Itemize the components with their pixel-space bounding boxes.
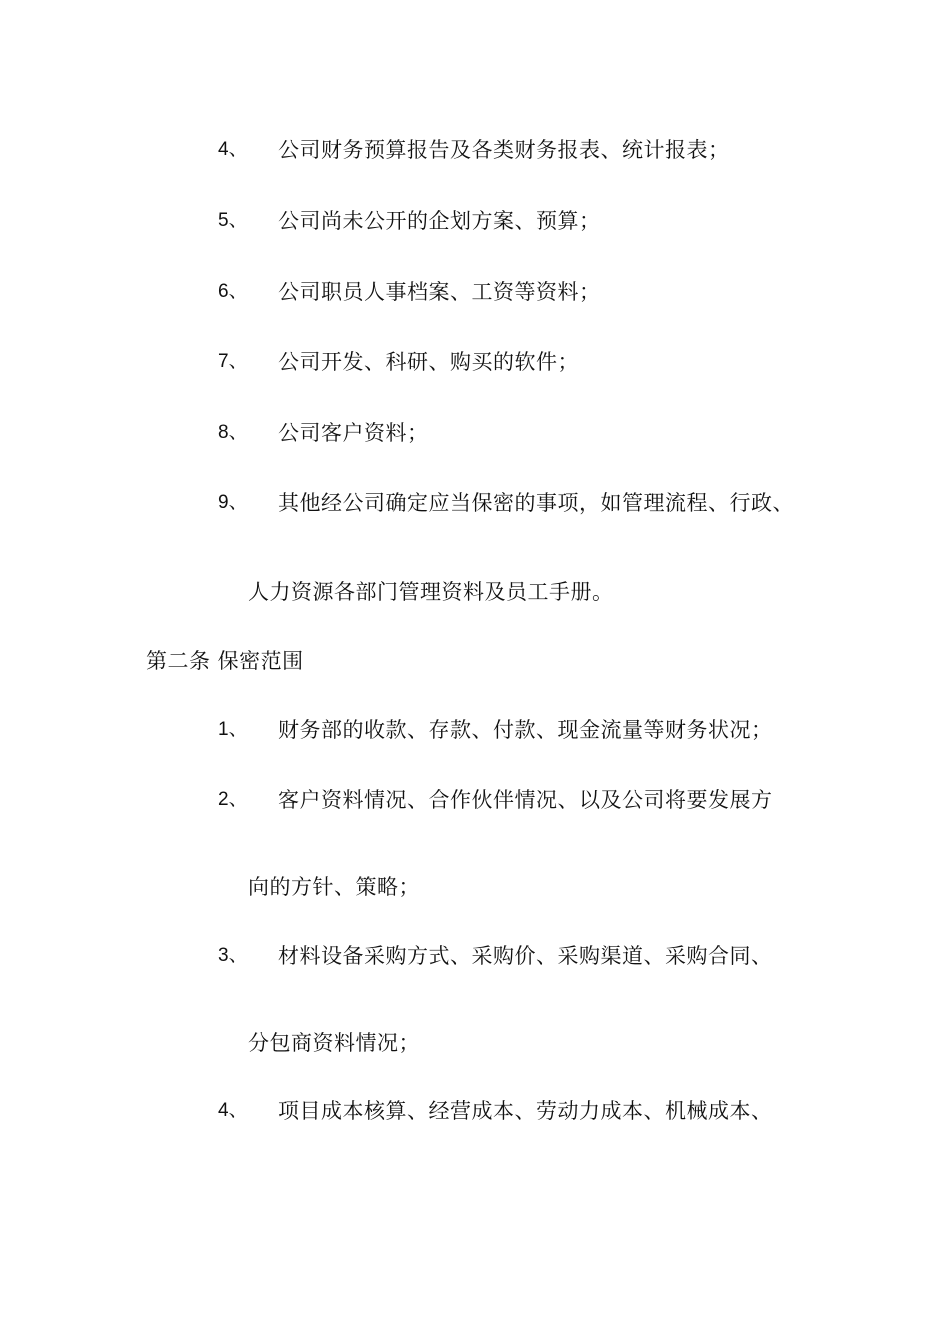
list-item-text: 财务部的收款、存款、付款、现金流量等财务状况； <box>278 718 773 742</box>
list-item-number: 6、 <box>218 281 248 302</box>
list-item-number: 5、 <box>218 210 248 231</box>
list-item-text: 其他经公司确定应当保密的事项，如管理流程、行政、 <box>278 491 794 515</box>
list-item-text: 公司尚未公开的企划方案、预算； <box>278 209 601 233</box>
list-item-continuation: 向的方针、策略； <box>248 875 420 899</box>
list-item-text: 公司财务预算报告及各类财务报表、统计报表； <box>278 138 730 162</box>
list-item-number: 2、 <box>218 789 248 810</box>
section-heading: 第二条 保密范围 <box>146 649 304 673</box>
list-item-text: 材料设备采购方式、采购价、采购渠道、采购合同、 <box>278 944 773 968</box>
list-item-text: 公司职员人事档案、工资等资料； <box>278 280 601 304</box>
list-item-text: 项目成本核算、经营成本、劳动力成本、机械成本、 <box>278 1099 773 1123</box>
list-item-number: 4、 <box>218 1100 248 1121</box>
list-item-number: 7、 <box>218 351 248 372</box>
list-item-number: 3、 <box>218 945 248 966</box>
list-item-number: 8、 <box>218 422 248 443</box>
list-item-continuation: 人力资源各部门管理资料及员工手册。 <box>248 580 614 604</box>
list-item-number: 9、 <box>218 492 248 513</box>
list-item-continuation: 分包商资料情况； <box>248 1031 420 1055</box>
list-item-text: 客户资料情况、合作伙伴情况、以及公司将要发展方 <box>278 788 773 812</box>
list-item-number: 1、 <box>218 719 248 740</box>
list-item-text: 公司开发、科研、购买的软件； <box>278 350 579 374</box>
list-item-number: 4、 <box>218 139 248 160</box>
list-item-text: 公司客户资料； <box>278 421 429 445</box>
